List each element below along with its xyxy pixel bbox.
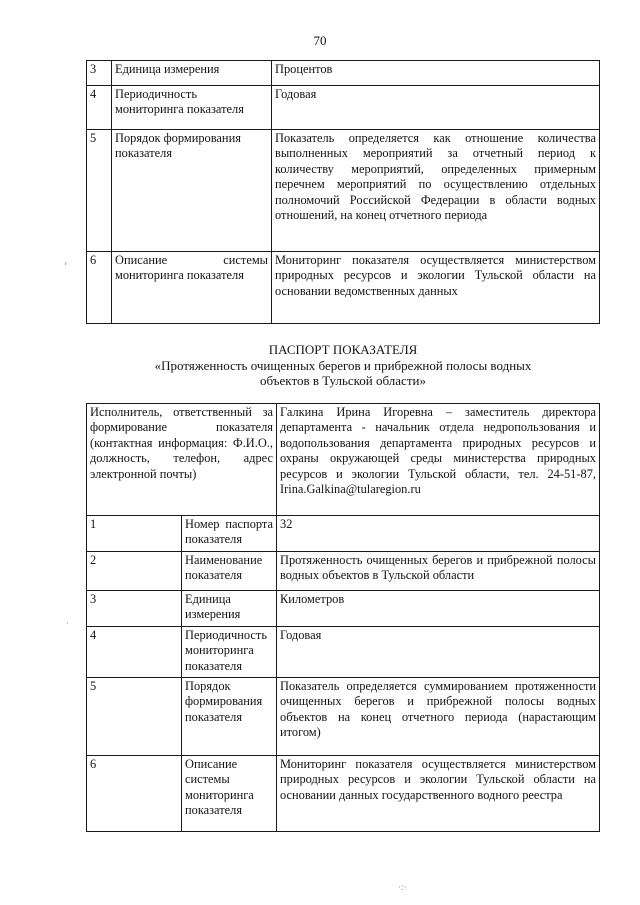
- executor-row: [87, 404, 600, 516]
- passport-heading: [86, 342, 600, 389]
- table-row: [87, 516, 600, 552]
- row-value: Протяженность очищенных берегов и прибрежной полосы водных объектов в Тульской области: [277, 552, 600, 591]
- row-value: Километров: [277, 591, 600, 627]
- row-number: 5: [87, 130, 112, 252]
- row-label: Описание системы мониторинга показателя: [112, 252, 272, 324]
- scan-mark: ›: [64, 258, 67, 268]
- table-row: [87, 552, 600, 591]
- scan-mark: ·: [66, 618, 69, 628]
- row-label: Единица измерения: [112, 61, 272, 86]
- executor-value: Галкина Ирина Игоревна – заместитель директора департамента - начальник отдела недропользования и водопользования департамента природных ресурсов и охраны окружающей среды министерства природных ресурсов и экологии Тульской области, тел. 24-51-87, Irina.Galkina@tularegion.ru: [277, 404, 600, 516]
- row-value: Годовая: [277, 626, 600, 677]
- row-label: Периодичность мониторинга показателя: [112, 86, 272, 130]
- table-row: [87, 756, 600, 832]
- row-label: Единица измерения: [182, 591, 277, 627]
- indicator-passport-table: [86, 403, 600, 832]
- row-label: Наименование показателя: [182, 552, 277, 591]
- table-row: [87, 591, 600, 627]
- row-number: 4: [87, 86, 112, 130]
- table-row: [87, 626, 600, 677]
- row-label: Номер паспорта показателя: [182, 516, 277, 552]
- executor-label: Исполнитель, ответственный за формирование показателя (контактная информация: Ф.И.О., должность, телефон, адрес электронной почты): [87, 404, 277, 516]
- row-number: 3: [87, 591, 182, 627]
- row-label: Порядок формирования показателя: [182, 678, 277, 756]
- row-value: Годовая: [272, 86, 600, 130]
- table-row: [87, 61, 600, 86]
- row-number: 6: [87, 756, 182, 832]
- row-number: 5: [87, 678, 182, 756]
- row-number: 3: [87, 61, 112, 86]
- row-label: Периодичность мониторинга показателя: [182, 626, 277, 677]
- row-value: Показатель определяется суммированием протяженности очищенных берегов и прибрежной полосы водных объектов на конец отчетного периода (нарастающим итогом): [277, 678, 600, 756]
- row-number: 2: [87, 552, 182, 591]
- passport-title: ПАСПОРТ ПОКАЗАТЕЛЯ: [268, 342, 418, 357]
- indicator-table-continued: [86, 60, 600, 324]
- row-number: 4: [87, 626, 182, 677]
- row-value: 32: [277, 516, 600, 552]
- table-row: [87, 86, 600, 130]
- row-number: 1: [87, 516, 182, 552]
- scan-mark: ·:·: [398, 882, 407, 892]
- row-label: Описание системы мониторинга показателя: [182, 756, 277, 832]
- row-label: Порядок формирования показателя: [112, 130, 272, 252]
- table-row: [87, 130, 600, 252]
- row-value: Мониторинг показателя осуществляется министерством природных ресурсов и экологии Тульской области на основании данных государственного водного реестра: [277, 756, 600, 832]
- row-value: Показатель определяется как отношение количества выполненных мероприятий за отчетный период к количеству мероприятий, определенных примерным перечнем мероприятий по осуществлению отдельных полномочий Российской Федерации в области водных отношений, на конец отчетного периода: [272, 130, 600, 252]
- passport-subtitle: «Протяженность очищенных берегов и прибрежной полосы водных объектов в Тульской области»: [154, 357, 532, 388]
- page-number: 70: [313, 33, 327, 48]
- row-value: Процентов: [272, 61, 600, 86]
- table-row: [87, 252, 600, 324]
- row-number: 6: [87, 252, 112, 324]
- table-row: [87, 678, 600, 756]
- row-value: Мониторинг показателя осуществляется министерством природных ресурсов и экологии Тульской области на основании ведомственных данных: [272, 252, 600, 324]
